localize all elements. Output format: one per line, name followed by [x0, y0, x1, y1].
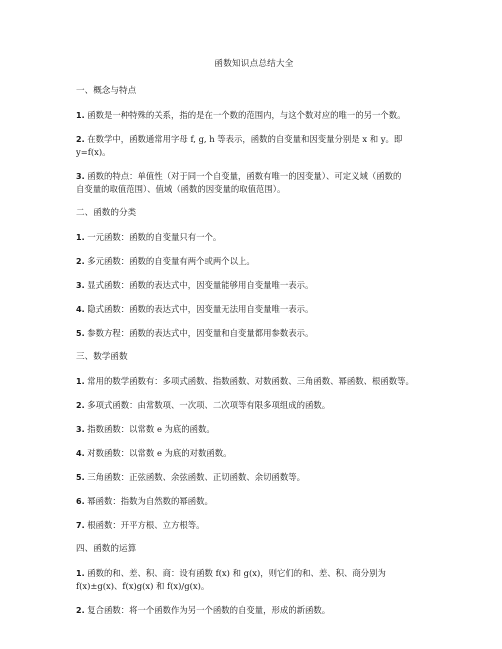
item-text: 复合函数：将一个函数作为另一个函数的自变量，形成的新函数。 — [87, 605, 331, 615]
item-text-continuation: y=f(x)。 — [76, 147, 111, 157]
section-classification — [76, 207, 432, 340]
list-item — [76, 109, 432, 122]
section-heading: 四、函数的运算 — [76, 544, 137, 554]
item-number: 7. — [76, 521, 85, 530]
list-item — [76, 471, 432, 484]
list-item — [76, 399, 432, 412]
list-item — [76, 567, 432, 593]
item-number: 2. — [76, 257, 85, 266]
item-text: 函数的特点：单值性（对于同一个自变量，函数有唯一的因变量）、可定义域（函数的 — [87, 171, 402, 181]
list-item — [76, 231, 432, 244]
item-number: 1. — [76, 569, 85, 578]
list-item — [76, 423, 432, 436]
item-text: 一元函数：函数的自变量只有一个。 — [87, 232, 222, 242]
item-number: 4. — [76, 305, 85, 314]
item-text: 指数函数：以常数 e 为底的函数。 — [87, 424, 215, 434]
item-text: 幂函数：指数为自然数的幂函数。 — [87, 496, 213, 506]
item-text: 参数方程：函数的表达式中，因变量和自变量都用参数表示。 — [87, 328, 314, 338]
list-item — [76, 447, 432, 460]
item-number: 5. — [76, 473, 85, 482]
item-text: 函数是一种特殊的关系，指的是在一个数的范围内，与这个数对应的唯一的另一个数。 — [87, 110, 406, 120]
item-number: 2. — [76, 135, 85, 144]
list-item — [76, 255, 432, 268]
item-number: 4. — [76, 449, 85, 458]
list-item — [76, 327, 432, 340]
item-number: 5. — [76, 329, 85, 338]
item-number: 1. — [76, 111, 85, 120]
document-title: 函数知识点总结大全 — [214, 59, 294, 69]
list-item — [76, 170, 432, 196]
item-number: 3. — [76, 425, 85, 434]
item-text: 对数函数：以常数 e 为底的对数函数。 — [87, 448, 232, 458]
list-item — [76, 133, 432, 159]
section-concepts — [76, 85, 432, 196]
item-text: 显式函数：函数的表达式中，因变量能够用自变量唯一表示。 — [87, 280, 314, 290]
section-heading: 一、概念与特点 — [76, 86, 137, 96]
item-text: 三角函数：正弦函数、余弦函数、正切函数、余切函数等。 — [87, 472, 306, 482]
item-text: 多项式函数：由常数项、一次项、二次项等有限多项组成的函数。 — [87, 400, 331, 410]
list-item — [76, 375, 432, 388]
list-item — [76, 495, 432, 508]
item-number: 2. — [76, 401, 85, 410]
section-heading: 三、数学函数 — [76, 352, 128, 362]
list-item — [76, 303, 432, 316]
list-item — [76, 604, 432, 617]
item-text: 多元函数：函数的自变量有两个或两个以上。 — [87, 256, 255, 266]
section-operations — [76, 543, 432, 617]
item-text-continuation: 自变量的取值范围）、值域（函数的因变量的取值范围）。 — [76, 184, 286, 194]
item-number: 2. — [76, 606, 85, 615]
item-text: 函数的和、差、积、商：设有函数 f(x) 和 g(x)，则它们的和、差、积、商分别为 — [87, 568, 386, 578]
item-text: 在数学中，函数通常用字母 f, g, h 等表示，函数的自变量和因变量分别是 x 和 y。即 — [87, 134, 403, 144]
item-number: 1. — [76, 377, 85, 386]
item-number: 1. — [76, 233, 85, 242]
section-math-functions — [76, 351, 432, 532]
item-text: 隐式函数：函数的表达式中，因变量无法用自变量唯一表示。 — [87, 304, 314, 314]
item-number: 3. — [76, 172, 85, 181]
item-number: 3. — [76, 281, 85, 290]
item-text-continuation: f(x)±g(x)、f(x)g(x) 和 f(x)/g(x)。 — [76, 581, 210, 591]
list-item — [76, 279, 432, 292]
item-number: 6. — [76, 497, 85, 506]
item-text: 常用的数学函数有：多项式函数、指数函数、对数函数、三角函数、幂函数、根函数等。 — [87, 376, 414, 386]
item-text: 根函数：开平方根、立方根等。 — [87, 520, 205, 530]
list-item — [76, 519, 432, 532]
section-heading: 二、函数的分类 — [76, 208, 137, 218]
